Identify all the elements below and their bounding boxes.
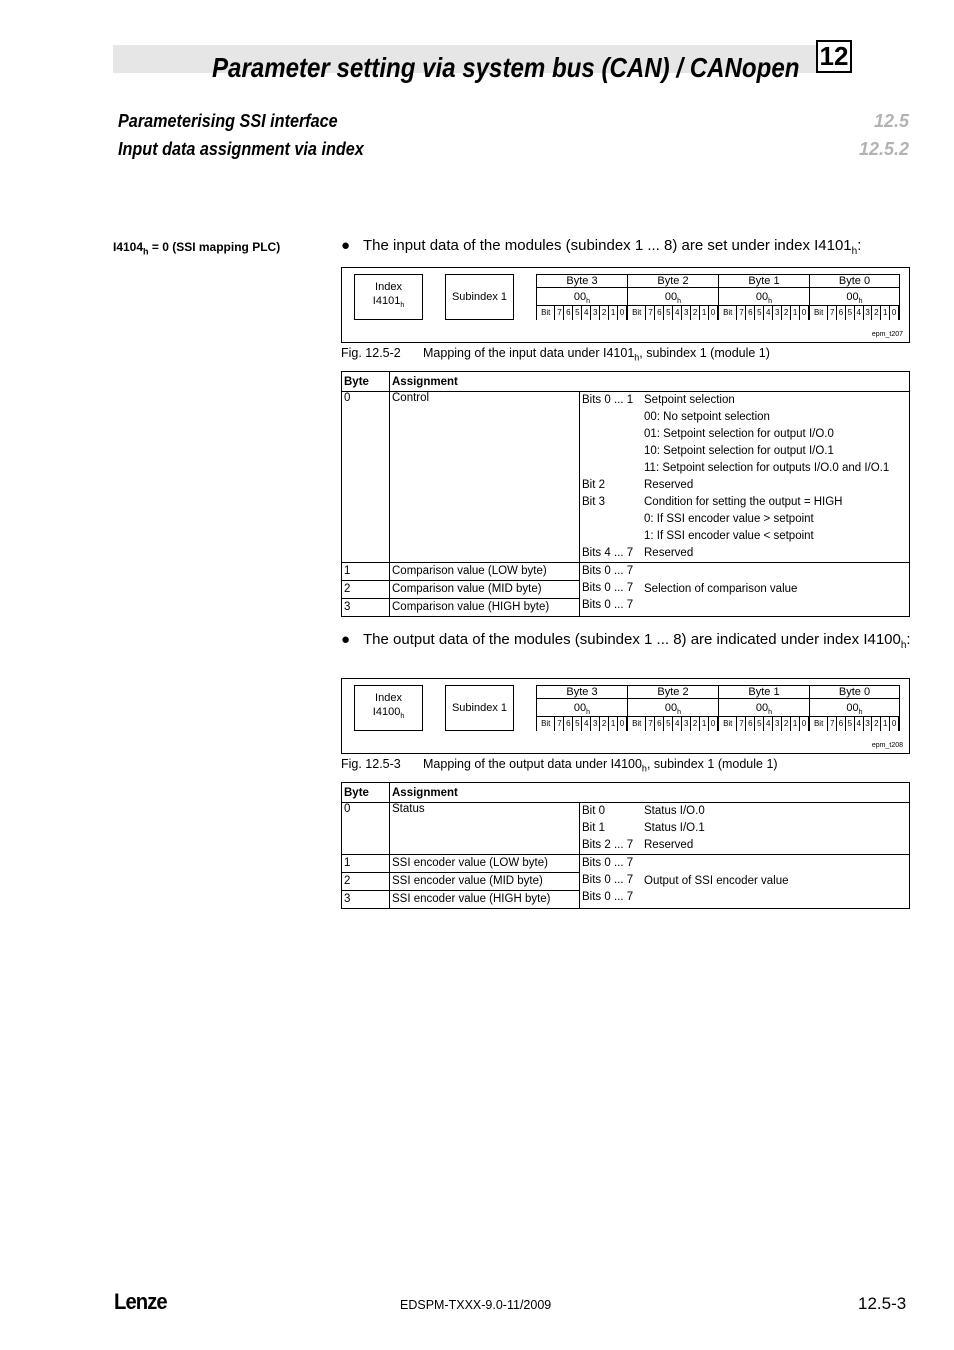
- bit-row: Bit 7 6 5 4 3 2 1 0: [810, 717, 899, 731]
- table-row: 0 Control Bits 0 ... 1 Setpoint selection 00: No setpoint selection 01: Setpoint selection for output I/O.0 10: Setpoint selection for output I/O.1 11: Setpoint selection for outputs I/O.0 and I/O.1 Bit 2 Reserved Bit 3 Condition for setting the output = HIGH 0: If SSI encoder value > setpoint 1: If SSI encoder value < setpoint Bits 4 ... 7 Reserved: [342, 392, 910, 563]
- table-row: 1 2 3 Comparison value (LOW byte) Comparison value (MID byte) Comparison value (HIGH byte) Bits 0 ... 7 Bits 0 ... 7 Bits 0 ... 7 Selection of comparison value: [342, 563, 910, 617]
- page-number: 12.5-3: [858, 1294, 907, 1313]
- bullet-input-data: ● The input data of the modules (subindex 1 ... 8) are set under index $I4101_h$:: [341, 237, 862, 257]
- bit-row: Bit 7 6 5 4 3 2 1 0: [719, 306, 809, 320]
- byte-label: Byte 0: [810, 685, 899, 699]
- subsection-title: Input data assignment via index: [118, 139, 364, 159]
- col-assignment-header: Assignment: [390, 372, 910, 392]
- col-byte-header: Byte: [342, 783, 390, 803]
- bit-row: Bit 7 6 5 4 3 2 1 0: [628, 306, 718, 320]
- byte-value: $00_h$: [628, 288, 718, 306]
- input-assignment-table: [341, 371, 910, 617]
- output-assignment-table: [341, 782, 910, 909]
- subsection-number: 12.5.2: [858, 139, 909, 159]
- table-row: 0 Status Bit 0 Status I/O.0 Bit 1 Status I/O.1 Bits 2 ... 7 Reserved: [342, 803, 910, 855]
- byte-value: $00_h$: [537, 699, 627, 717]
- bit-row: Bit 7 6 5 4 3 2 1 0: [628, 717, 718, 731]
- lenze-logo: Lenze: [114, 1289, 167, 1314]
- byte-column: [536, 274, 627, 320]
- byte-label: Byte 0: [810, 274, 899, 288]
- figure-caption: Fig. 12.5-3 Mapping of the output data under $I4100_h$, subindex 1 (module 1): [341, 757, 778, 774]
- byte-label: Byte 1: [719, 274, 809, 288]
- byte-label: Byte 3: [537, 685, 627, 699]
- byte-column: [718, 685, 809, 731]
- byte-value: $00_h$: [719, 288, 809, 306]
- byte-column: [718, 274, 809, 320]
- index-box: Index $I4100_h$: [354, 685, 423, 731]
- subindex-box: Subindex 1: [445, 274, 514, 320]
- byte-label: Byte 3: [537, 274, 627, 288]
- byte-label: Byte 2: [628, 274, 718, 288]
- byte-column: [627, 685, 718, 731]
- bullet-dot: ●: [341, 237, 351, 254]
- subindex-box: Subindex 1: [445, 685, 514, 731]
- bit-row: Bit 7 6 5 4 3 2 1 0: [537, 717, 627, 731]
- byte-value: $00_h$: [810, 699, 899, 717]
- byte-value: $00_h$: [810, 288, 899, 306]
- figure-output-mapping: [341, 678, 910, 754]
- section-number: 12.5: [873, 111, 909, 131]
- byte-value: $00_h$: [537, 288, 627, 306]
- col-byte-header: Byte: [342, 372, 390, 392]
- col-assignment-header: Assignment: [390, 783, 910, 803]
- chapter-number: 12: [816, 40, 852, 73]
- byte-map: [536, 274, 900, 320]
- table-row: 1 2 3 SSI encoder value (LOW byte) SSI encoder value (MID byte) SSI encoder value (HIGH byte) Bits 0 ... 7 Bits 0 ... 7 Bits 0 ... 7 Output of SSI encoder value: [342, 855, 910, 909]
- byte-value: $00_h$: [719, 699, 809, 717]
- bit-row: Bit 7 6 5 4 3 2 1 0: [719, 717, 809, 731]
- document-id: EDSPM-TXXX-9.0-11/2009: [400, 1298, 552, 1312]
- page-title: Parameter setting via system bus (CAN) / CANopen: [212, 52, 800, 83]
- bullet-output-data: ● The output data of the modules (subindex 1 ... 8) are indicated under index $I4100_h$:: [341, 631, 911, 651]
- figure-caption: Fig. 12.5-2 Mapping of the input data under $I4101_h$, subindex 1 (module 1): [341, 346, 770, 363]
- byte-label: Byte 1: [719, 685, 809, 699]
- byte-column: [809, 274, 900, 320]
- figure-tag: epm_t207: [871, 331, 903, 338]
- byte-label: Byte 2: [628, 685, 718, 699]
- byte-column: [627, 274, 718, 320]
- figure-tag: epm_t208: [871, 742, 903, 749]
- byte-column: [536, 685, 627, 731]
- byte-column: [809, 685, 900, 731]
- bullet-dot: ●: [341, 631, 351, 648]
- encoder-description: Output of SSI encoder value: [644, 874, 789, 887]
- section-title: Parameterising SSI interface: [118, 111, 338, 131]
- bit-row: Bit 7 6 5 4 3 2 1 0: [537, 306, 627, 320]
- side-label: $I4104_h = 0$ (SSI mapping PLC): [113, 240, 281, 257]
- byte-value: $00_h$: [628, 699, 718, 717]
- index-box: Index $I4101_h$: [354, 274, 423, 320]
- byte-map: [536, 685, 900, 731]
- figure-input-mapping: [341, 267, 910, 343]
- bit-row: Bit 7 6 5 4 3 2 1 0: [810, 306, 899, 320]
- comparison-description: Selection of comparison value: [644, 582, 798, 595]
